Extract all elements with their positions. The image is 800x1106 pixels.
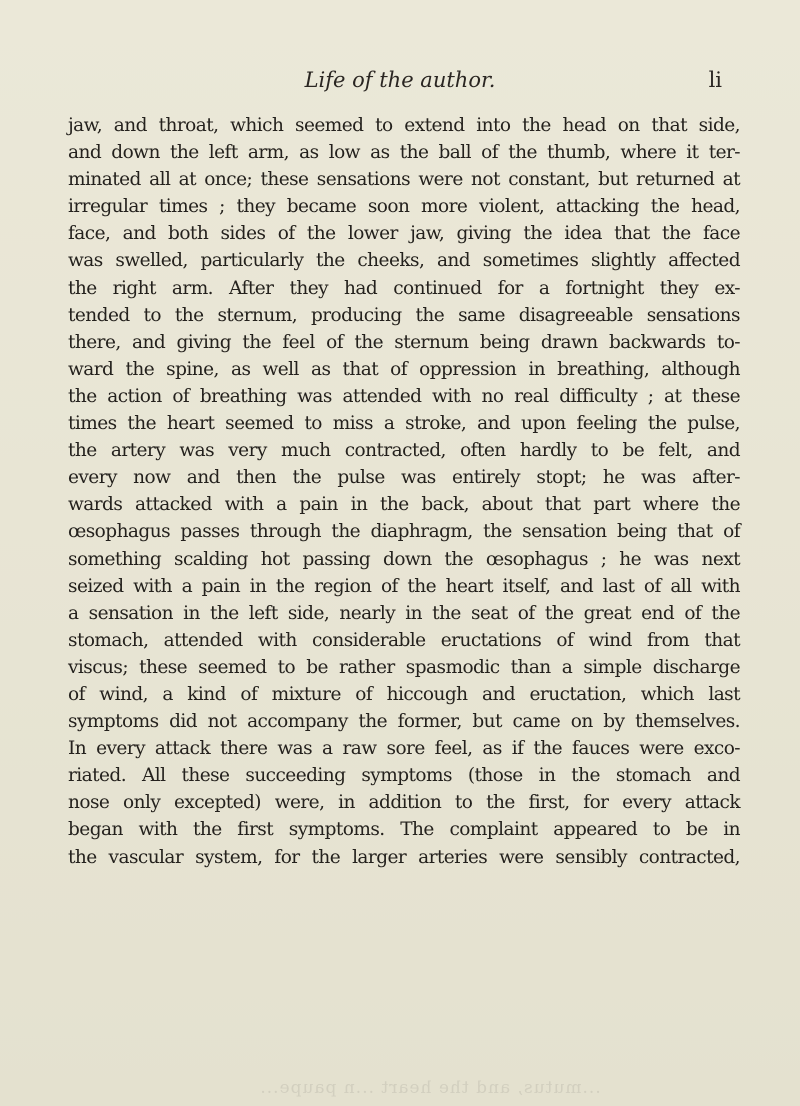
text-line: and down the left arm, as low as the ball of the thumb, where it ter- xyxy=(68,142,740,164)
show-through-text: ...mutus, and the heart ...n paupe... xyxy=(259,1078,601,1098)
text-line: times the heart seemed to miss a stroke, and upon feeling the pulse, xyxy=(68,413,740,435)
page-number: li xyxy=(708,68,722,92)
text-line: there, and giving the feel of the sternum being drawn backwards to- xyxy=(68,331,740,353)
text-line: œsophagus passes through the diaphragm, the sensation being that of xyxy=(68,521,740,543)
text-line: the vascular system, for the larger arteries were sensibly contracted, xyxy=(68,846,740,868)
text-line: face, and both sides of the lower jaw, giving the idea that the face xyxy=(68,223,740,245)
text-line: seized with a pain in the region of the heart itself, and last of all with xyxy=(68,575,740,597)
text-line: tended to the sternum, producing the same disagreeable sensations xyxy=(68,304,740,326)
text-line: every now and then the pulse was entirely stopt; he was after- xyxy=(68,467,740,489)
body-text xyxy=(68,112,740,871)
text-line: a sensation in the left side, nearly in the seat of the great end of the xyxy=(68,602,740,624)
text-line: symptoms did not accompany the former, but came on by themselves. xyxy=(68,711,740,733)
text-line: riated. All these succeeding symptoms (those in the stomach and xyxy=(68,765,740,787)
text-line: something scalding hot passing down the œsophagus ; he was next xyxy=(68,548,740,570)
running-head xyxy=(0,68,800,108)
text-line: the artery was very much contracted, often hardly to be felt, and xyxy=(68,440,740,462)
text-line: stomach, attended with considerable eructations of wind from that xyxy=(68,629,740,651)
text-line: nose only excepted) were, in addition to the first, for every attack xyxy=(68,792,740,814)
text-line: irregular times ; they became soon more violent, attacking the head, xyxy=(68,196,740,218)
text-line: began with the first symptoms. The complaint appeared to be in xyxy=(68,819,740,841)
text-line: was swelled, particularly the cheeks, and sometimes slightly affected xyxy=(68,250,740,272)
text-line: the right arm. After they had continued for a fortnight they ex- xyxy=(68,277,740,299)
text-line: the action of breathing was attended with no real difficulty ; at these xyxy=(68,385,740,407)
text-line: viscus; these seemed to be rather spasmodic than a simple discharge xyxy=(68,656,740,678)
text-line: minated all at once; these sensations were not constant, but returned at xyxy=(68,169,740,191)
text-line: ward the spine, as well as that of oppression in breathing, although xyxy=(68,358,740,380)
text-line: of wind, a kind of mixture of hiccough and eructation, which last xyxy=(68,683,740,705)
text-line: wards attacked with a pain in the back, about that part where the xyxy=(68,494,740,516)
text-line: jaw, and throat, which seemed to extend into the head on that side, xyxy=(68,115,740,136)
text-line: In every attack there was a raw sore feel, as if the fauces were exco- xyxy=(68,738,740,760)
running-title: Life of the author. xyxy=(304,68,496,92)
